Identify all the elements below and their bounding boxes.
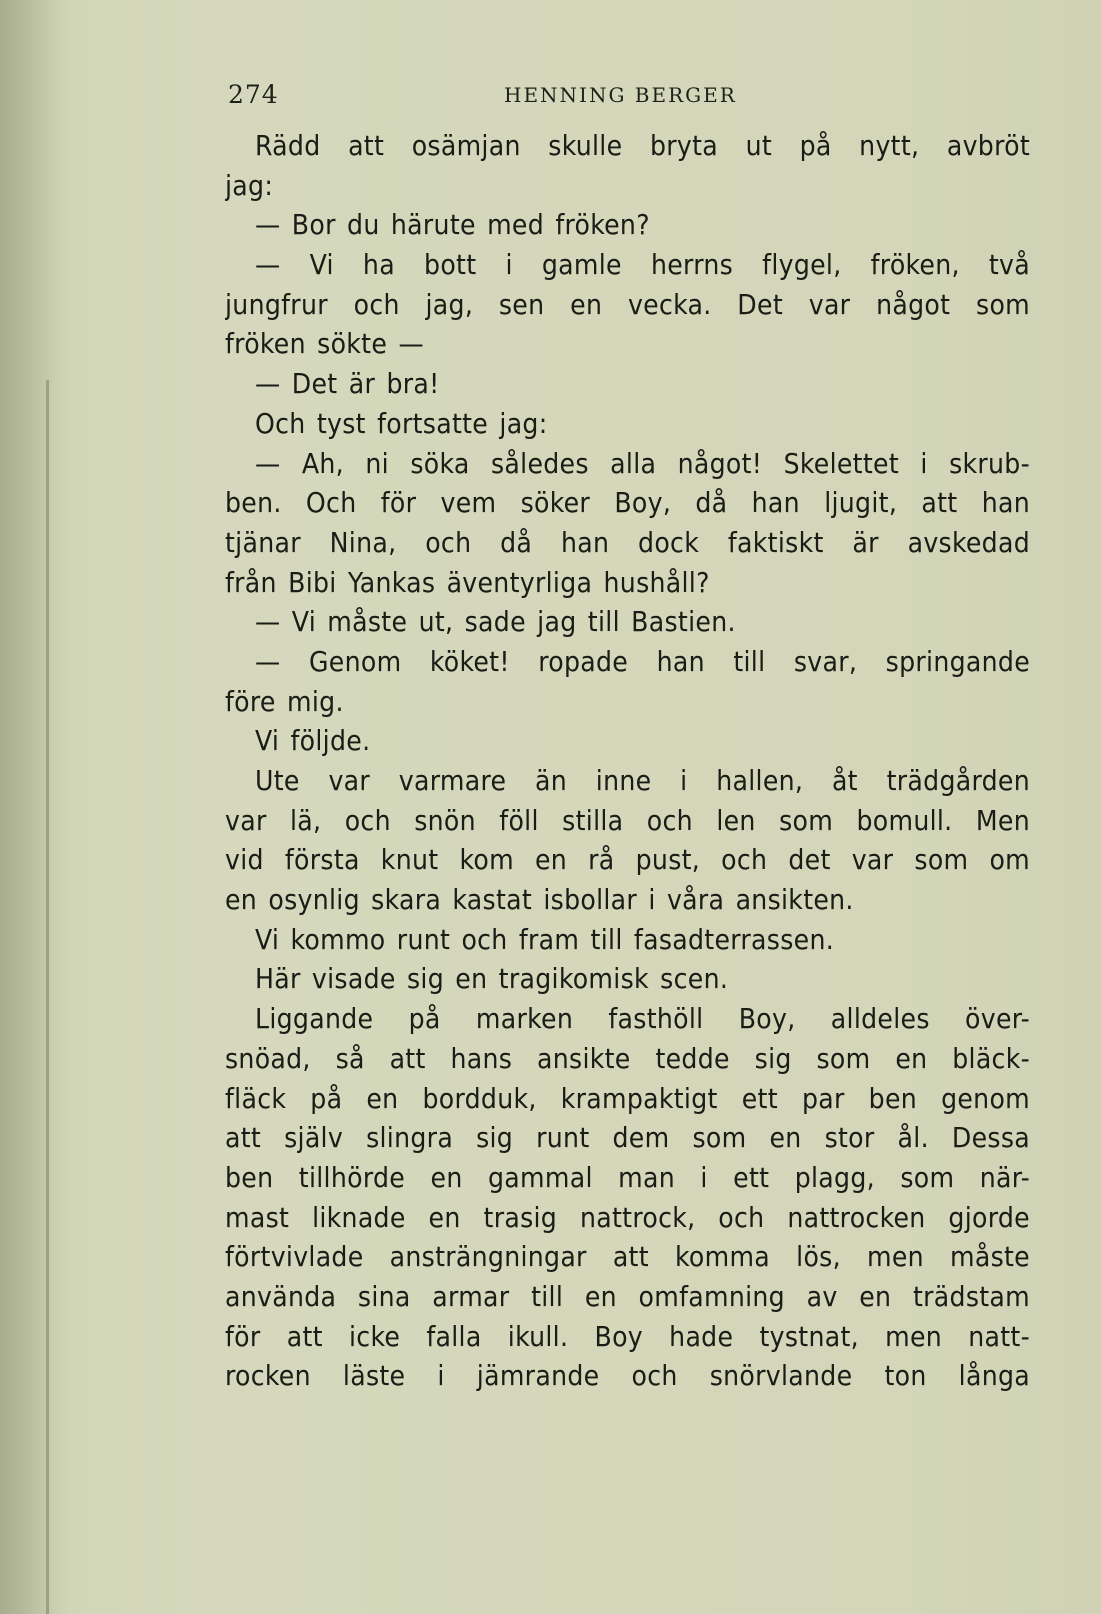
text-line: en osynlig skara kastat isbollar i våra ansikten. [225, 883, 854, 917]
running-title: HENNING BERGER [504, 83, 737, 107]
text-line: Här visade sig en tragikomisk scen. [255, 962, 729, 996]
text-line: — Bor du härute med fröken? [255, 208, 650, 242]
text-line: använda sina armar till en omfamning av en trädstam [225, 1279, 1030, 1313]
text-line: fläck på en bordduk, krampaktigt ett par ben genom [225, 1081, 1030, 1115]
text-line: jag: [225, 168, 274, 202]
page-number: 274 [228, 80, 279, 109]
text-line: — Vi ha bott i gamle herrns flygel, fröken, två [255, 248, 1030, 282]
text-line: vid första knut kom en rå pust, och det var som om [225, 843, 1030, 877]
binding-shadow [0, 0, 70, 1614]
text-line: — Ah, ni söka således alla något! Skelettet i skrub- [255, 446, 1030, 480]
text-line: Och tyst fortsatte jag: [255, 406, 548, 440]
text-line: — Det är bra! [255, 367, 440, 401]
text-line: Vi följde. [255, 724, 371, 758]
text-line: förtvivlade ansträngningar att komma lös, men måste [225, 1240, 1030, 1274]
text-line: jungfrur och jag, sen en vecka. Det var något som [225, 287, 1030, 321]
text-line: — Vi måste ut, sade jag till Bastien. [255, 605, 736, 639]
text-body [225, 126, 1030, 1396]
text-line: fröken sökte — [225, 327, 424, 361]
text-line: från Bibi Yankas äventyrliga hushåll? [225, 565, 710, 599]
text-line: ben. Och för vem söker Boy, då han ljugit, att han [225, 486, 1030, 520]
text-line: snöad, så att hans ansikte tedde sig som en bläck- [225, 1041, 1030, 1075]
text-line: ben tillhörde en gammal man i ett plagg, som när- [225, 1160, 1030, 1194]
running-head [228, 80, 1018, 110]
text-line: Rädd att osämjan skulle bryta ut på nytt, avbröt [255, 129, 1030, 162]
text-line: för att icke falla ikull. Boy hade tystnat, men natt- [225, 1319, 1030, 1353]
text-line: var lä, och snön föll stilla och len som bomull. Men [225, 803, 1030, 837]
binding-edge [46, 380, 49, 1614]
text-line: Ute var varmare än inne i hallen, åt trädgården [255, 764, 1030, 797]
text-line: — Genom köket! ropade han till svar, springande [255, 644, 1030, 678]
text-line: rocken läste i jämrande och snörvlande ton långa [225, 1359, 1030, 1393]
text-line: Vi kommo runt och fram till fasadterrassen. [255, 922, 835, 956]
text-line: före mig. [225, 684, 344, 718]
text-line: Liggande på marken fasthöll Boy, alldeles över- [255, 1002, 1030, 1036]
text-line: att själv slingra sig runt dem som en stor ål. Dessa [225, 1121, 1030, 1155]
text-line: mast liknade en trasig nattrock, och nattrocken gjorde [225, 1200, 1030, 1234]
text-line: tjänar Nina, och då han dock faktiskt är avskedad [225, 525, 1030, 559]
